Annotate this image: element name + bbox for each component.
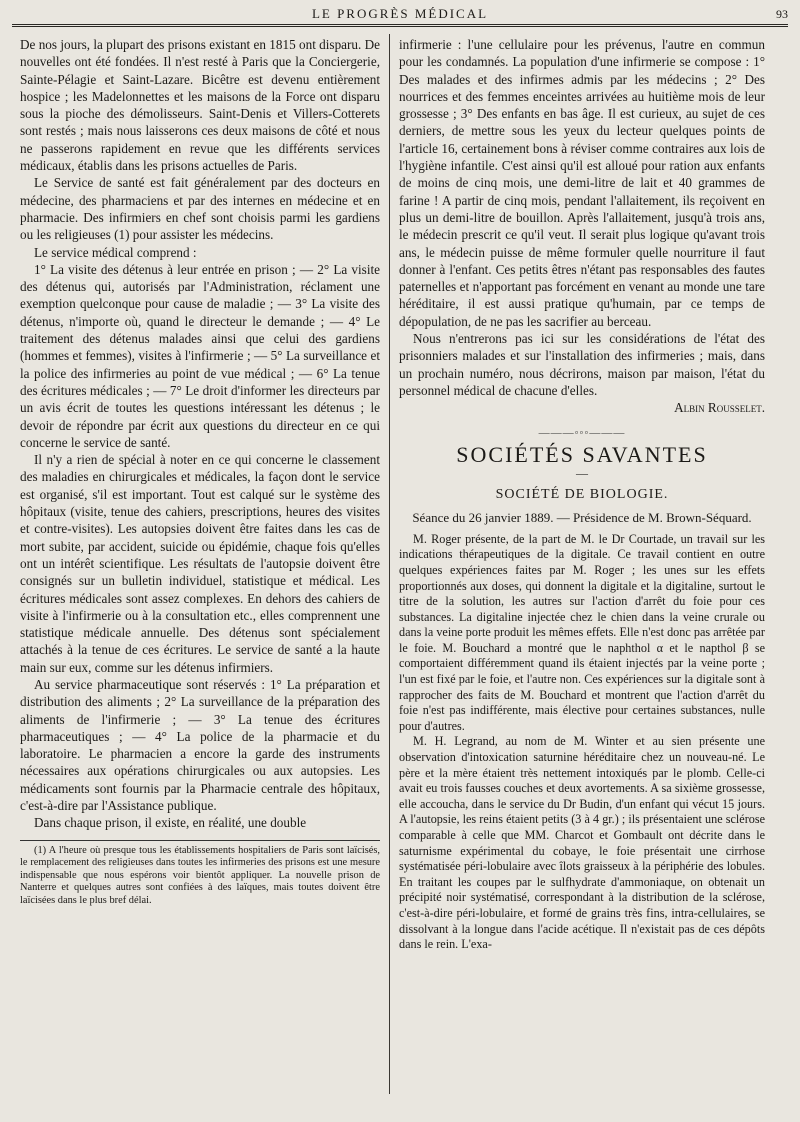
footnote: (1) A l'heure où presque tous les établissements hospitaliers de Paris sont laïcisés, le remplacement des religieuses dans toutes les infirmeries des prisons est une mesure indispensable que nous espérons voir bientôt appliquer. La nouvelle prison de Nanterre et quelques autres sont confiées à des laïques, mais toutes doivent être laïcisées dans le plus bref délai. — [20, 844, 380, 907]
footnote-rule — [20, 840, 380, 841]
paragraph: Au service pharmaceutique sont réservés : 1° La préparation et distribution des aliments ; 2° La surveillance de la préparation des aliments de l'infirmerie ; — 3° La tenue des écritures pharmaceutiques ; — 4° La police de la pharmacie et du laboratoire. Le pharmacien a encore la garde des instruments nécessaires aux opérations chirurgicales ou aux autopsies. Les médicaments sont fournis par la Pharmacie centrale des hôpitaux, c'est-à-dire par l'Assistance publique. — [20, 676, 380, 814]
report-paragraph: M. Roger présente, de la part de M. le Dr Courtade, un travail sur les indications thérapeutiques de la digitale. Ce travail contient en outre quelques expériences faites par M. Roger ; les unes sur les effets proportionnés aux doses, qui donnent la digitale et la digitaline, surtout le titre de la solution, les autres sur l'action d'arrêt du foie pour ces substances. La digitaline injectée chez le chien dans la veine crurale ou dans la veine porte produit les mêmes effets. Elle n'est donc pas arrêtée par le foie. M. Bouchard a montré que le naphthol α et le napthol β se comportaient différemment quand ils étaient injectés par la veine porte ; l'un est fixé par le foie, et l'autre non. Ces expériences sur la digitale sont à rapprocher des faits de M. Bouchard et montrent que l'action d'arrêt du foie n'est pas indifférente, mais élective pour certaines substances, nulle pour d'autres. — [399, 531, 765, 733]
paragraph: De nos jours, la plupart des prisons existant en 1815 ont disparu. De nouvelles ont été fondées. Il n'est resté à Paris que la Conciergerie, Sainte-Pélagie et Saint-Lazare. Bicêtre est devenu entièrement hospice ; les Madelonnettes et les maisons de la Force ont disparu sous la pioche des démolisseurs. Saint-Denis et Villers-Cotterets sont restés ; mais nous laisserons ces deux maisons de côté et nous ne passerons rapidement en revue que les différents services médicaux, établis dans les prisons actuelles de Paris. — [20, 37, 380, 174]
session-line: Séance du 26 janvier 1889. — Présidence de M. Brown-Séquard. — [412, 509, 752, 525]
paragraph: 1° La visite des détenus à leur entrée en prison ; — 2° La visite des détenus qui, autorisés par l'Administration, réclament une exemption quelconque pour cause de maladie ; — 3° La visite des détenus, n'importe où, quand le directeur le demande ; — 4° Le traitement des détenus malades ainsi que celui des gardiens (hommes et femmes), visites à l'infirmerie ; — 5° La surveillance et la police des infirmeries au point de vue médical ; — 6° La tenue des écritures médicales ; — 7° Le droit d'informer les directeurs par un avis écrit de toutes les questions intéressant les détenus ; le devoir de répondre par écrit aux questions du directeur en ce qui concerne le service de santé. — [20, 261, 380, 450]
title-dash: — — [576, 466, 588, 481]
paragraph: infirmerie : l'une cellulaire pour les prévenus, l'autre en commun pour les condamnés. La population d'une infirmerie se compose : 1° Des malades et des infirmes admis par les médecins ; 2° Des nourrices et des femmes enceintes arrivées au huitième mois de leur grossesse ; 3° Des enfants en bas âge. Il est curieux, au sujet de ces derniers, de mettre sous les yeux du lecteur quelques points de l'article 16, certainement bons à réviser comme contraires aux lois de l'hygiène infantile. C'est ainsi qu'il est alloué pour ration aux enfants de moins de cinq mois, une demi-litre de lait et 40 grammes de farine ! A partir de cinq mois, pendant l'allaitement, ils reçoivent en plus un demi-litre de bouillon. Après l'allaitement, jusqu'à trois ans, le médecin prescrit ce qu'il veut. Il serait plus logique qu'avant trois ans, le médecin puisse de même formuler quelle nourriture il faut donner à l'enfant. Ces petits êtres n'étant pas responsables des fautes paternelles et n'apportant pas forcément en venant au monde une tare héréditaire, il est aussi pratique qu'humain, par ce temps de dépopulation, de ne pas les sacrifier au berceau. — [399, 37, 765, 329]
paragraph: Nous n'entrerons pas ici sur les considérations de l'état des prisonniers malades et sur l'installation des infirmeries ; mais, dans un prochain numéro, nous décrirons, maison par maison, l'état du personnel médical de chacune d'elles. — [399, 331, 765, 398]
society-heading: SOCIÉTÉ DE BIOLOGIE. — [495, 487, 669, 503]
paragraph: Il n'y a rien de spécial à noter en ce qui concerne le classement des maladies en chirurgicales et médicales, la façon dont le service est organisé, s'il est important. Tout est calqué sur le système des hôpitaux (visite, tenue des cahiers, prescriptions, heures des visites et contre-visites). Les autopsies doivent être faites dans les cas de mort subite, par accident, suicide ou épidémie, chaque fois qu'elles ont un intérêt scientifique. Les résultats de l'autopsie doivent être consignés sur un bulletin individuel, statistique et médical. Les écritures médicales sont assez complexes. En dehors des cahiers de visite à l'infirmerie ou à la consultation etc., elles comprennent une statistique médicale annuelle. Des détenus sont spécialement attachés à la tenue de ces écritures. Le service de santé a la haute main sur eux, comme sur les détenus infirmiers. — [20, 452, 380, 675]
section-title: SOCIÉTÉS SAVANTES — [456, 441, 708, 467]
author-signature: Albin Rousselet. — [674, 400, 765, 416]
paragraph: Le service médical comprend : — [34, 244, 197, 260]
report-paragraph: M. H. Legrand, au nom de M. Winter et au sien présente une observation d'intoxication saturnine héréditaire chez un nouveau-né. Le père et la mère étaient très nettement intoxiqués par le plomb. Celle-ci avait eu trois fausses couches et deux avortements. A sa sixième grossesse, elle accoucha, dans le service du Dr Budin, d'un enfant qui vécut 15 jours. A l'autopsie, les reins étaient petits (3 à 4 gr.) ; ils présentaient une sclérose comparable à celle que MM. Charcot et Gombault ont décrite dans le saturnisme expérimental du cobaye, le foie présentait une cirrhose systématisée péri-lobulaire avec îlots graisseux à la périphérie des lobules. En traitant les coupes par le sulfhydrate d'ammoniaque, on obtenait un précipité noir systématisé, correspondant à la distribution de la sclérose, c'est-à-dire péri-lobulaire, et formé de grains très fins, intra-cellulaires, se dissolvant à la longue dans l'acide acétique. Il n'existait pas de ces dépôts dans le rein. L'exa- — [399, 734, 765, 952]
page-number: 93 — [776, 7, 788, 21]
column-divider — [389, 34, 390, 1094]
paragraph: Le Service de santé est fait généralement par des docteurs en médecine, des pharmaciens et par des internes en médecine et en pharmacie. Des infirmiers en chef sont choisis parmi les gardiens ou les religieuses (1) pour assister les médecins. — [20, 175, 380, 243]
paragraph: Dans chaque prison, il existe, en réalité, une double — [34, 815, 307, 831]
running-header — [12, 4, 788, 27]
right-column — [399, 36, 765, 953]
ornament-divider: ———◦◦◦——— — [538, 426, 626, 439]
left-column — [20, 36, 380, 908]
running-title: LE PROGRÈS MÉDICAL — [311, 6, 489, 21]
